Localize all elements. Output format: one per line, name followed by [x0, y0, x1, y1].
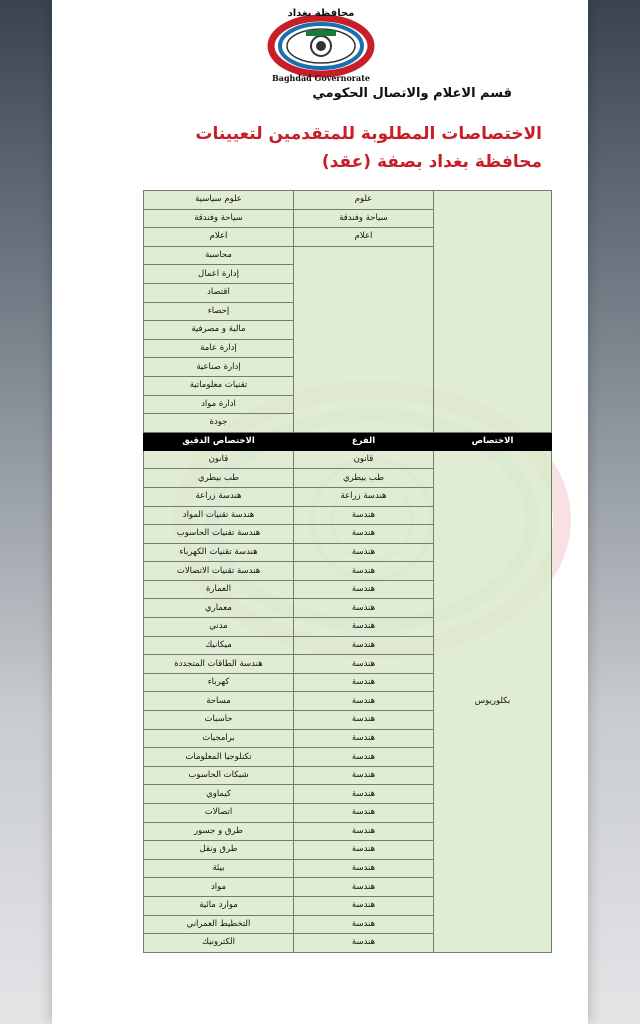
specialty-cell: هندسة تقنيات الكهرباء: [144, 543, 294, 562]
specialty-cell: هندسة زراعة: [144, 487, 294, 506]
branch-cell: قانون: [294, 450, 434, 469]
specialty-cell: العمارة: [144, 580, 294, 599]
branch-cell: هندسة: [294, 711, 434, 730]
specialty-cell: معماري: [144, 599, 294, 618]
specialty-cell: قانون: [144, 450, 294, 469]
specialty-cell: مواد: [144, 878, 294, 897]
branch-cell: اعلام: [294, 228, 434, 247]
specialty-cell: كهرباء: [144, 673, 294, 692]
specialty-cell: اعلام: [144, 228, 294, 247]
specialty-cell: طرق و جسور: [144, 822, 294, 841]
degree-cell-top: [434, 191, 552, 433]
specialty-cell: طب بيطري: [144, 469, 294, 488]
specialty-cell: إدارة اعمال: [144, 265, 294, 284]
svg-text:Baghdad Governorate: Baghdad Governorate: [272, 73, 370, 83]
specialty-cell: برامجيات: [144, 729, 294, 748]
specialty-cell: هندسة تقنيات الاتصالات: [144, 562, 294, 581]
branch-cell: سياحة وفندقة: [294, 209, 434, 228]
branch-cell: هندسة: [294, 580, 434, 599]
table-header-row: [144, 432, 552, 450]
branch-cell: هندسة: [294, 525, 434, 544]
branch-cell: هندسة: [294, 896, 434, 915]
degree-cell: بكلوريوس: [434, 450, 552, 952]
table-row: [144, 450, 552, 469]
document-page: [52, 0, 588, 1024]
specialty-cell: هندسة تقنيات الحاسوب: [144, 525, 294, 544]
branch-cell: هندسة: [294, 915, 434, 934]
branch-cell: هندسة: [294, 562, 434, 581]
specialty-cell: مدني: [144, 618, 294, 637]
specialty-cell: اتصالات: [144, 804, 294, 823]
specialty-cell: تقنيات معلوماتية: [144, 376, 294, 395]
branch-cell: هندسة: [294, 543, 434, 562]
branch-cell-admin: [294, 246, 434, 432]
specialty-cell: إدارة عامة: [144, 339, 294, 358]
specialty-cell: حاسبات: [144, 711, 294, 730]
branch-cell: هندسة: [294, 766, 434, 785]
branch-cell: هندسة: [294, 841, 434, 860]
branch-cell: هندسة: [294, 785, 434, 804]
specialty-cell: شبكات الحاسوب: [144, 766, 294, 785]
specialty-cell: إدارة صناعية: [144, 358, 294, 377]
governorate-logo: [266, 4, 376, 84]
specialty-cell: ميكانيك: [144, 636, 294, 655]
specialty-cell: هندسة تقنيات المواد: [144, 506, 294, 525]
main-rows: [144, 450, 552, 952]
specialty-cell: التخطيط العمراني: [144, 915, 294, 934]
branch-cell: هندسة: [294, 618, 434, 637]
page-title: [112, 120, 542, 176]
branch-cell: هندسة: [294, 804, 434, 823]
specialties-table: [143, 190, 552, 953]
branch-cell: علوم: [294, 191, 434, 210]
branch-cell: هندسة: [294, 878, 434, 897]
branch-cell: هندسة: [294, 506, 434, 525]
specialty-cell: محاسبة: [144, 246, 294, 265]
header-specialty: الاختصاص الدقيق: [144, 432, 294, 450]
branch-cell: هندسة: [294, 673, 434, 692]
specialty-cell: طرق ونقل: [144, 841, 294, 860]
table-row: [144, 191, 552, 210]
department-name: قسم الاعلام والاتصال الحكومي: [312, 86, 512, 101]
specialty-cell: موارد مائية: [144, 896, 294, 915]
title-line-1: الاختصاصات المطلوبة للمتقدمين لتعيينات: [195, 124, 542, 144]
branch-cell: هندسة: [294, 859, 434, 878]
specialty-cell: سياحة وفندقة: [144, 209, 294, 228]
specialty-cell: بيئة: [144, 859, 294, 878]
specialty-cell: جودة: [144, 414, 294, 433]
header-branch: الفرع: [294, 432, 434, 450]
branch-cell: هندسة: [294, 636, 434, 655]
branch-cell: هندسة: [294, 655, 434, 674]
specialty-cell: هندسة الطاقات المتجددة: [144, 655, 294, 674]
branch-cell: هندسة: [294, 729, 434, 748]
header-degree: الاختصاص: [434, 432, 552, 450]
svg-text:محافظة بغداد: محافظة بغداد: [287, 8, 355, 19]
specialty-cell: علوم سياسية: [144, 191, 294, 210]
specialty-cell: تكنلوجيا المعلومات: [144, 748, 294, 767]
branch-cell: هندسة: [294, 692, 434, 711]
branch-cell: طب بيطري: [294, 469, 434, 488]
specialty-cell: اقتصاد: [144, 283, 294, 302]
branch-cell: هندسة: [294, 748, 434, 767]
specialty-cell: إحصاء: [144, 302, 294, 321]
branch-cell: هندسة: [294, 934, 434, 953]
specialty-cell: كيماوي: [144, 785, 294, 804]
title-line-2: محافظة بغداد بصفة (عقد): [321, 152, 542, 172]
branch-cell: هندسة زراعة: [294, 487, 434, 506]
specialty-cell: مالية و مصرفية: [144, 321, 294, 340]
specialty-cell: الكترونيك: [144, 934, 294, 953]
specialty-cell: ادارة مواد: [144, 395, 294, 414]
branch-cell: هندسة: [294, 822, 434, 841]
specialty-cell: مساحة: [144, 692, 294, 711]
branch-cell: هندسة: [294, 599, 434, 618]
